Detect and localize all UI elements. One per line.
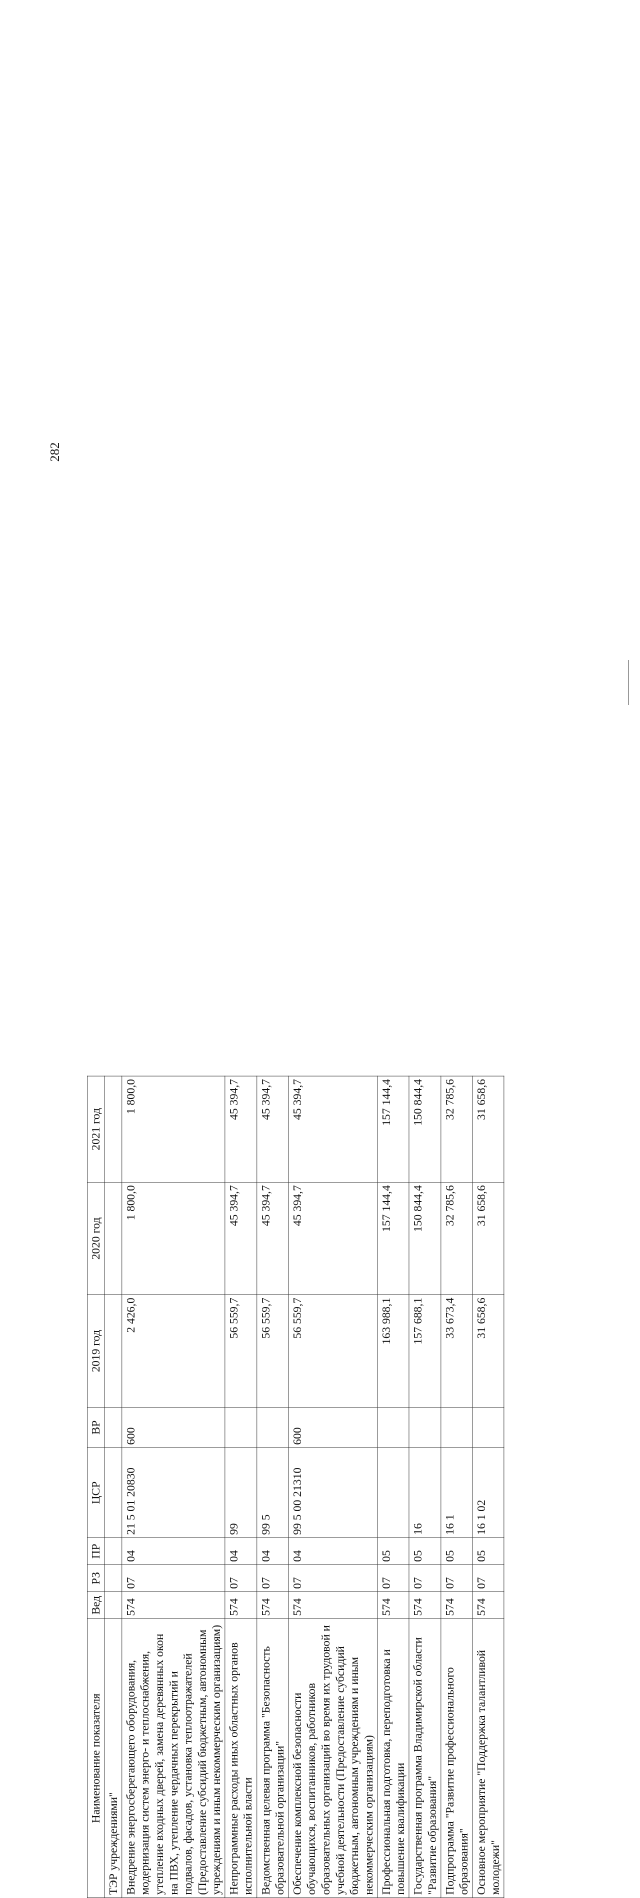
cell-y2021: 157 144,4: [377, 1076, 409, 1182]
table-row: [257, 1076, 289, 1898]
cell-y2020: 45 394,7: [225, 1182, 257, 1295]
cell-csr: [105, 1448, 122, 1538]
cell-y2019: [105, 1295, 122, 1408]
cell-csr: [377, 1448, 409, 1538]
header-2020: 2020 год: [87, 1182, 104, 1295]
cell-y2019: 33 673,4: [441, 1295, 473, 1408]
page-number: 282: [47, 442, 62, 462]
cell-ved: 574: [289, 1592, 378, 1619]
cell-name: Основное мероприятие "Поддержка талантливой молодежи": [472, 1619, 504, 1898]
cell-y2021: 45 394,7: [289, 1076, 378, 1182]
cell-vr: 600: [122, 1407, 225, 1448]
cell-y2020: 150 844,4: [409, 1182, 441, 1295]
table-row: [472, 1076, 504, 1898]
cell-csr: 16: [409, 1448, 441, 1538]
cell-ved: [105, 1592, 122, 1619]
table-row: [441, 1076, 473, 1898]
header-vr: ВР: [87, 1407, 104, 1448]
cell-csr: 21 5 01 20830: [122, 1448, 225, 1538]
cell-y2021: 150 844,4: [409, 1076, 441, 1182]
cell-vr: [472, 1407, 504, 1448]
cell-vr: [409, 1407, 441, 1448]
cell-pr: 04: [225, 1538, 257, 1565]
header-2019: 2019 год: [87, 1295, 104, 1408]
cell-vr: [257, 1407, 289, 1448]
table-row: [377, 1076, 409, 1898]
cell-csr: 99: [225, 1448, 257, 1538]
cell-ved: 574: [122, 1592, 225, 1619]
table-row: [289, 1076, 378, 1898]
header-ved: Вед: [87, 1592, 104, 1619]
cell-y2019: 157 688,1: [409, 1295, 441, 1408]
cell-ved: 574: [441, 1592, 473, 1619]
cell-ved: 574: [225, 1592, 257, 1619]
cell-pr: 05: [409, 1538, 441, 1565]
cell-y2021: 45 394,7: [257, 1076, 289, 1182]
cell-y2019: 2 426,0: [122, 1295, 225, 1408]
cell-csr: 16 1: [441, 1448, 473, 1538]
cell-y2021: 32 785,6: [441, 1076, 473, 1182]
cell-y2019: 56 559,7: [289, 1295, 378, 1408]
cell-ved: 574: [377, 1592, 409, 1619]
cell-rz: 07: [441, 1565, 473, 1592]
cell-name: Обеспечение комплексной безопасности обучающихся, воспитанников, работников образовательных организаций во время их трудовой и учебной деятельности (Предоставление субсидий бюджетным, автономным учреждениям и иным некоммерческим организациям): [289, 1619, 378, 1898]
cell-vr: [377, 1407, 409, 1448]
header-name: Наименование показателя: [87, 1619, 104, 1898]
cell-y2021: 31 658,6: [472, 1076, 504, 1182]
table-row: [105, 1076, 122, 1898]
cell-rz: 07: [377, 1565, 409, 1592]
cell-vr: [225, 1407, 257, 1448]
cell-rz: 07: [122, 1565, 225, 1592]
cell-name: Ведомственная целевая программа "Безопасность образовательной организации": [257, 1619, 289, 1898]
cell-name: Подпрограмма "Развитие профессионального образования": [441, 1619, 473, 1898]
cell-pr: 04: [289, 1538, 378, 1565]
cell-name: Непрограммные расходы иных областных органов исполнительной власти: [225, 1619, 257, 1898]
cell-rz: 07: [289, 1565, 378, 1592]
header-rz: РЗ: [87, 1565, 104, 1592]
budget-table: [87, 1076, 504, 1898]
cell-ved: 574: [409, 1592, 441, 1619]
cell-y2021: [105, 1076, 122, 1182]
table-header-row: [87, 1076, 104, 1898]
cell-y2019: 56 559,7: [257, 1295, 289, 1408]
cell-y2021: 45 394,7: [225, 1076, 257, 1182]
cell-vr: [105, 1407, 122, 1448]
cell-name: Внедрение энергосберегающего оборудования, модернизация систем энерго- и теплоснабжения, утепление входных дверей, замена деревянных окон на ПВХ, утепление чердачных перекрытий и подвалов, фасадов, установка теплоотражателей (Предоставление субсидий бюджетным, автономным учреждениям и иным некоммерческим организациям): [122, 1619, 225, 1898]
header-2021: 2021 год: [87, 1076, 104, 1182]
cell-y2020: 32 785,6: [441, 1182, 473, 1295]
cell-pr: 04: [122, 1538, 225, 1565]
table-row: [225, 1076, 257, 1898]
cell-y2019: 31 658,6: [472, 1295, 504, 1408]
cell-csr: 99 5 00 21310: [289, 1448, 378, 1538]
cell-pr: 05: [441, 1538, 473, 1565]
cell-rz: 07: [472, 1565, 504, 1592]
cell-y2020: 1 800,0: [122, 1182, 225, 1295]
budget-table-rotated: [87, 1076, 502, 1898]
cell-y2020: [105, 1182, 122, 1295]
cell-y2021: 1 800,0: [122, 1076, 225, 1182]
cell-ved: 574: [257, 1592, 289, 1619]
cell-rz: 07: [409, 1565, 441, 1592]
cell-pr: 04: [257, 1538, 289, 1565]
cell-csr: 99 5: [257, 1448, 289, 1538]
cell-y2020: 31 658,6: [472, 1182, 504, 1295]
header-csr: ЦСР: [87, 1448, 104, 1538]
cell-ved: 574: [472, 1592, 504, 1619]
table-row: [409, 1076, 441, 1898]
cell-rz: [105, 1565, 122, 1592]
cell-y2020: 45 394,7: [257, 1182, 289, 1295]
scan-edge-mark: [628, 660, 629, 705]
cell-vr: 600: [289, 1407, 378, 1448]
cell-name: ТЭР учреждениями": [105, 1619, 122, 1898]
cell-y2019: 56 559,7: [225, 1295, 257, 1408]
cell-pr: 05: [472, 1538, 504, 1565]
cell-rz: 07: [257, 1565, 289, 1592]
cell-y2020: 157 144,4: [377, 1182, 409, 1295]
cell-csr: 16 1 02: [472, 1448, 504, 1538]
cell-vr: [441, 1407, 473, 1448]
header-pr: ПР: [87, 1538, 104, 1565]
cell-pr: 05: [377, 1538, 409, 1565]
cell-name: Профессиональная подготовка, переподготовка и повышение квалификации: [377, 1619, 409, 1898]
cell-y2019: 163 988,1: [377, 1295, 409, 1408]
table-row: [122, 1076, 225, 1898]
cell-name: Государственная программа Владимирской области "Развитие образования": [409, 1619, 441, 1898]
cell-y2020: 45 394,7: [289, 1182, 378, 1295]
cell-pr: [105, 1538, 122, 1565]
cell-rz: 07: [225, 1565, 257, 1592]
